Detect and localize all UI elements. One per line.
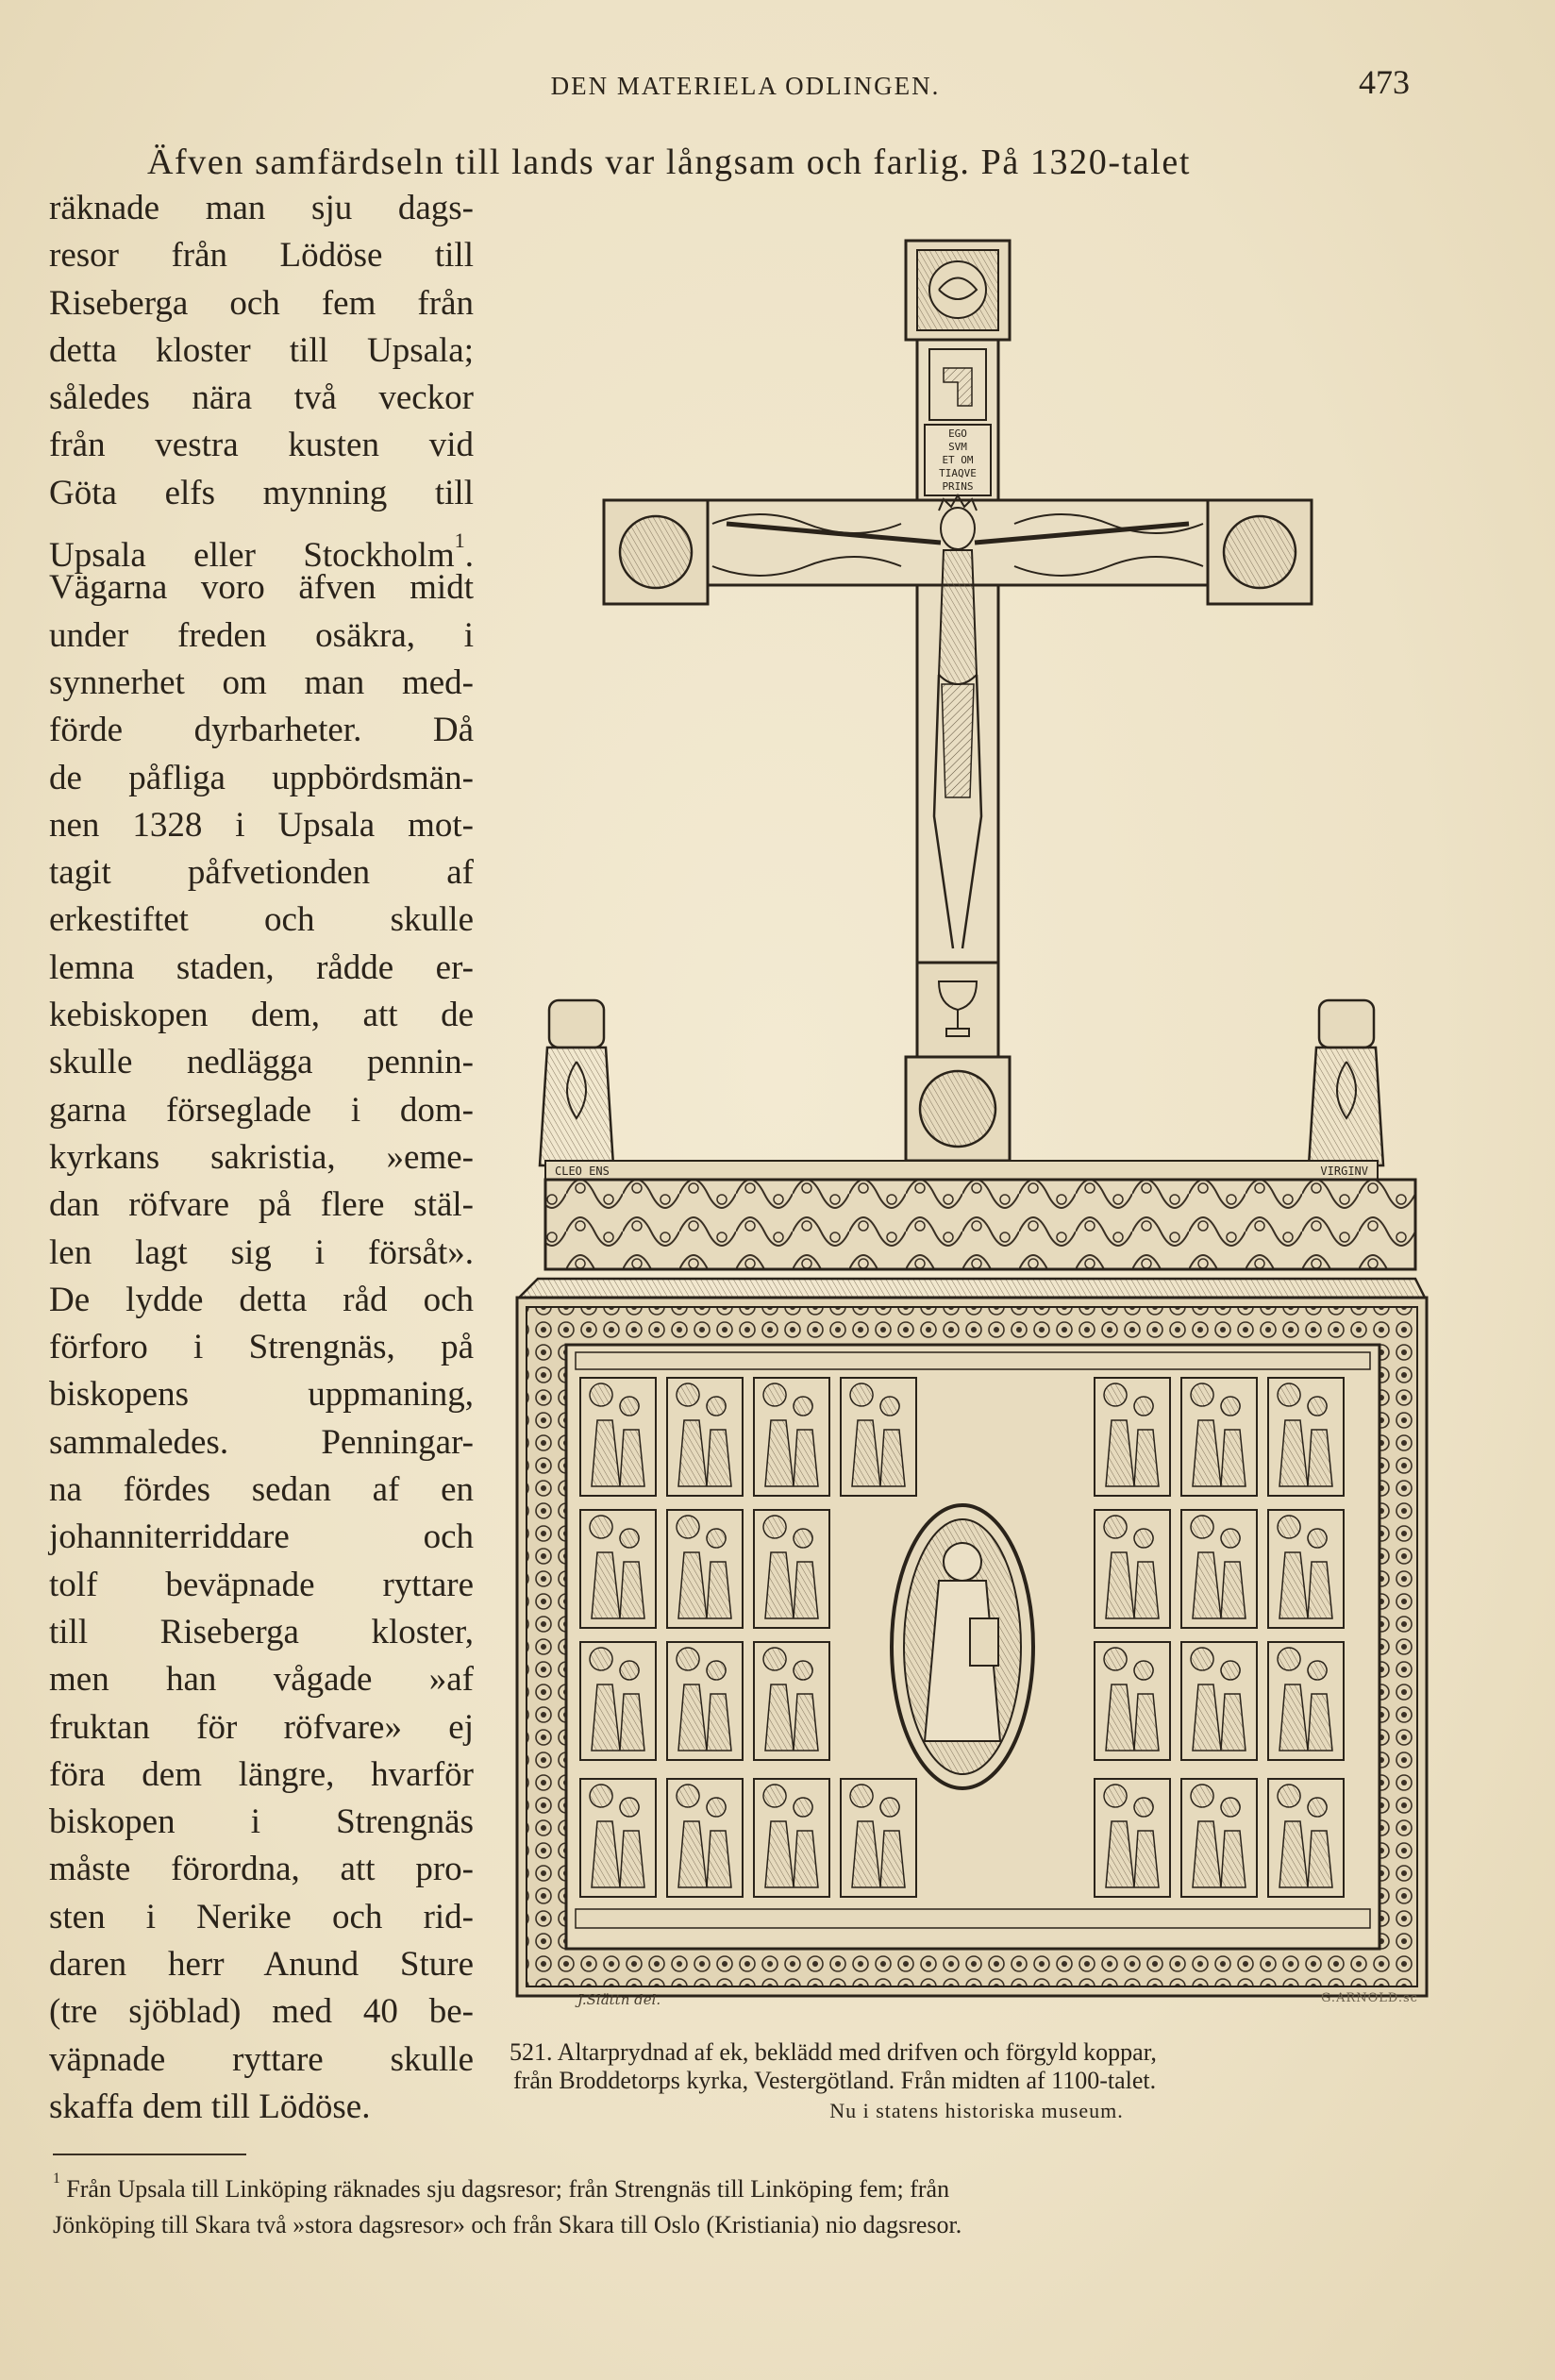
figure-caption (510, 2038, 1444, 2125)
text-line: från vestra kusten vid (49, 426, 474, 465)
text-line: dan röfvare på flere stäl- (49, 1185, 474, 1225)
text-line: skulle nedlägga pennin- (49, 1043, 474, 1082)
text-line: biskopens uppmaning, (49, 1375, 474, 1415)
footnote-line-2: Jönköping till Skara två »stora dagsresor» och från Skara till Oslo (Kristiania) nio dagsresor. (53, 2211, 962, 2239)
text-line: Riseberga och fem från (49, 283, 474, 323)
text-line: erkestiftet och skulle (49, 900, 474, 940)
text-line: nen 1328 i Upsala mot- (49, 805, 474, 845)
text-line: till Riseberga kloster, (49, 1612, 474, 1651)
right-finial (1309, 1000, 1383, 1165)
text-line: biskopen i Strengnäs (49, 1802, 474, 1842)
engraver-signature: G.ARNOLD.sc (1321, 1991, 1418, 2005)
text-line: na fördes sedan af en (49, 1470, 474, 1510)
text-line: kebiskopen dem, att de (49, 996, 474, 1035)
text-line: sammaledes. Penningar- (49, 1422, 474, 1462)
text-line: len lagt sig i försåt». (49, 1232, 474, 1272)
text-line: tagit påfvetionden af (49, 853, 474, 893)
text-line: under freden osäkra, i (49, 615, 474, 655)
text-line: räknade man sju dags- (49, 189, 474, 227)
text-line: föra dem längre, hvarför (49, 1754, 474, 1794)
text-line: tolf beväpnade ryttare (49, 1565, 474, 1604)
footnote-marker: 1 (53, 2170, 60, 2187)
text-line: Göta elfs mynning till (49, 473, 474, 512)
text-line: måste förordna, att pro- (49, 1850, 474, 1889)
altar-frontal (517, 1279, 1427, 1996)
text-line: Vägarna voro äfven midt (49, 568, 474, 608)
beam-inscription-right: VIRGINV (1320, 1165, 1368, 1178)
crucifix (604, 241, 1312, 1161)
caption-line-3: Nu i statens historiska museum. (829, 2099, 1124, 2122)
footnote-reference: 1 (454, 528, 465, 553)
text-line: Upsala eller Stockholm$^1$. (49, 528, 474, 576)
caption-line-1: 521. Altarprydnad af ek, beklädd med drifven och förgyld koppar, (510, 2038, 1157, 2066)
text-line: (tre sjöblad) med 40 be- (49, 1992, 474, 2032)
text-line: sten i Nerike och rid- (49, 1897, 474, 1936)
footnote (53, 2161, 1440, 2243)
text-line: johanniterriddare och (49, 1517, 474, 1557)
footnote-line-1 (53, 2161, 1440, 2207)
running-head: DEN MATERIELA ODLINGEN. (550, 72, 941, 100)
cross-inscription: EGO SVM ET OM TIAQVE PRINS (939, 427, 977, 493)
text-line: De lydde detta råd och (49, 1280, 474, 1319)
left-finial (540, 1000, 613, 1165)
text-line: fruktan för röfvare» ej (49, 1707, 474, 1747)
altar-frontal-illustration (510, 231, 1434, 2024)
text-line: lemna staden, rådde er- (49, 947, 474, 987)
text-line: således nära två veckor (49, 378, 474, 418)
text-line: väpnade ryttare skulle (49, 2039, 474, 2079)
text-column (49, 185, 474, 2131)
footnote-text-1: Från Upsala till Linköping räknades sju dagsresor; från Strengnäs till Linköping fem; från (66, 2175, 950, 2204)
paragraph-first-line: Äfven samfärdseln till lands var långsam och farlig. På 1320-talet (147, 142, 1191, 182)
beam-inscription-left: CLEO ENS (555, 1165, 610, 1178)
text-line: förde dyrbarheter. Då (49, 711, 474, 750)
footnote-rule (53, 2154, 246, 2155)
caption-line-2: från Broddetorps kyrka, Vestergötland. Från midten af 1100-talet. (513, 2067, 1157, 2094)
artist-signature: J.Slättn del. (577, 1991, 661, 2008)
engraving-svg (510, 231, 1434, 2024)
text-line: de påfliga uppbördsmän- (49, 758, 474, 797)
text-line: men han vågade »af (49, 1660, 474, 1700)
text-line: synnerhet om man med- (49, 662, 474, 702)
text-line: garna förseglade i dom- (49, 1090, 474, 1130)
text-line: detta kloster till Upsala; (49, 330, 474, 370)
text-line: kyrkans sakristia, »eme- (49, 1137, 474, 1177)
text-line: daren herr Anund Sture (49, 1944, 474, 1984)
altar-top-beam (545, 1161, 1415, 1269)
page-number: 473 (1359, 63, 1410, 101)
text-line: förforo i Strengnäs, på (49, 1328, 474, 1367)
text-line: resor från Lödöse till (49, 236, 474, 276)
text-line: skaffa dem till Lödöse. (49, 2087, 371, 2126)
